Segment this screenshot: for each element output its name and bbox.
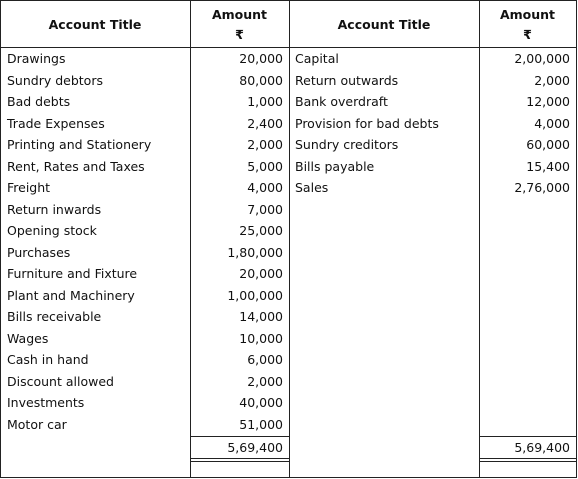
- header-amount-right: Amount: [499, 7, 556, 22]
- debit-title: Wages: [7, 330, 49, 346]
- debit-title: Bills receivable: [7, 309, 102, 324]
- credit-amount: 4,000: [534, 115, 570, 131]
- debit-title: Cash in hand: [7, 352, 89, 367]
- credit-amount: 2,00,000: [514, 51, 570, 66]
- debit-amount: 40,000: [239, 395, 283, 410]
- debit-amount: 2,000: [247, 373, 283, 389]
- credit-title: Capital: [295, 51, 339, 66]
- debit-title: Opening stock: [7, 223, 97, 238]
- header-currency-left: ₹: [235, 27, 244, 42]
- debit-title: Return inwards: [7, 201, 102, 217]
- credit-amount: 15,400: [526, 158, 570, 174]
- debit-amount: 1,80,000: [227, 244, 283, 260]
- debit-title: Freight: [7, 180, 51, 195]
- debit-amount: 80,000: [239, 72, 283, 88]
- credit-title: Return outwards: [295, 72, 399, 88]
- debit-title: Bad debts: [7, 94, 71, 109]
- credit-title: Provision for bad debts: [295, 115, 439, 131]
- header-amount-left: Amount: [211, 7, 268, 22]
- debit-title: Furniture and Fixture: [7, 266, 138, 281]
- debit-amount: 1,000: [247, 94, 283, 109]
- debit-title: Sundry debtors: [7, 72, 103, 88]
- debit-title: Investments: [7, 395, 85, 410]
- total-right: 5,69,400: [514, 440, 570, 455]
- header-currency-right: ₹: [523, 27, 532, 42]
- debit-amount: 2,000: [247, 137, 283, 152]
- credit-title: Sundry creditors: [295, 137, 399, 152]
- debit-amount: 1,00,000: [227, 287, 283, 303]
- credit-amount: 2,000: [534, 72, 570, 88]
- debit-title: Printing and Stationery: [7, 137, 152, 152]
- debit-amount: 51,000: [239, 416, 283, 432]
- credit-amount: 60,000: [526, 137, 570, 152]
- debit-amount: 4,000: [247, 180, 283, 195]
- credit-amount: 12,000: [526, 94, 570, 109]
- debit-amount: 10,000: [239, 330, 283, 346]
- debit-title: Trade Expenses: [7, 115, 105, 131]
- total-left: 5,69,400: [227, 440, 283, 455]
- debit-title: Rent, Rates and Taxes: [7, 158, 145, 174]
- debit-title: Plant and Machinery: [7, 287, 135, 303]
- debit-title: Discount allowed: [7, 373, 114, 389]
- credit-title: Sales: [295, 180, 329, 195]
- debit-amount: 7,000: [247, 201, 283, 217]
- debit-amount: 20,000: [239, 266, 283, 281]
- header-account-title-right: Account Title: [337, 17, 431, 32]
- debit-amount: 20,000: [239, 51, 283, 66]
- credit-title: Bills payable: [295, 158, 375, 174]
- debit-amount: 14,000: [239, 309, 283, 324]
- debit-amount: 2,400: [247, 115, 283, 131]
- debit-amount: 6,000: [247, 352, 283, 367]
- debit-title: Motor car: [7, 416, 67, 432]
- header-account-title-left: Account Title: [48, 17, 142, 32]
- debit-amount: 25,000: [239, 223, 283, 238]
- debit-title: Purchases: [7, 244, 71, 260]
- debit-title: Drawings: [7, 51, 66, 66]
- debit-amount: 5,000: [247, 158, 283, 174]
- credit-title: Bank overdraft: [295, 94, 388, 109]
- credit-amount: 2,76,000: [514, 180, 570, 195]
